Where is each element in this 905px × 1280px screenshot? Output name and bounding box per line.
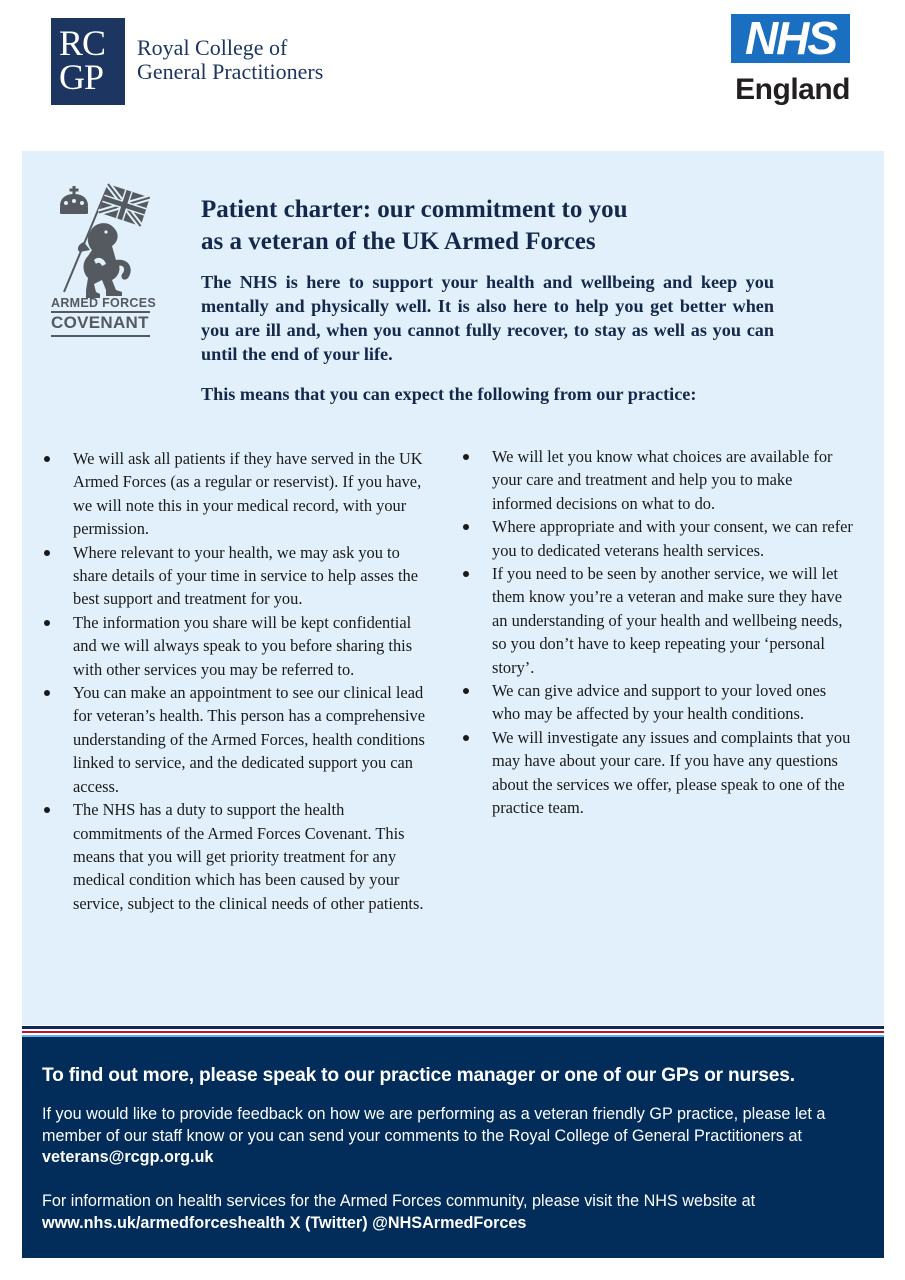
list-item: The information you share will be kept confidential and we will always speak to you before sharing this with other services you may be referred to. — [42, 611, 437, 681]
bullet-icon — [463, 524, 469, 530]
feedback-paragraph: If you would like to provide feedback on how we are performing as a veteran friendly GP practice, please let a member of our staff know or you can send your comments to the Royal College of General Practitioners at veterans@rcgp.org.uk — [42, 1105, 826, 1166]
rcgp-mark-line2: GP — [59, 57, 104, 97]
footer-heading: To find out more, please speak to our practice manager or one of our GPs or nurses. — [42, 1065, 795, 1086]
covenant-underline — [51, 335, 150, 337]
rcgp-mark-line1: RC — [59, 23, 106, 63]
footer-panel — [22, 1037, 884, 1258]
page-title — [201, 194, 781, 258]
expect-heading: This means that you can expect the following from our practice: — [201, 384, 697, 404]
list-item: We will ask all patients if they have served in the UK Armed Forces (as a regular or reservist). If you have, we will note this in your medical record, with your permission. — [42, 447, 437, 541]
rcgp-mark — [51, 18, 125, 105]
info-paragraph: For information on health services for the Armed Forces community, please visit the NHS website at www.nhs.uk/armedforceshealth X (Twitter) @NHSArmedForces — [42, 1192, 756, 1232]
bullet-icon — [44, 690, 50, 696]
nhs-mark: NHS — [731, 14, 850, 63]
list-item: We will let you know what choices are available for your care and treatment and help you to make informed decisions on what to do. — [461, 445, 856, 515]
commitments-list-left — [42, 447, 437, 915]
nhs-england-logo — [731, 14, 850, 107]
list-item: Where appropriate and with your consent, we can refer you to dedicated veterans health services. — [461, 515, 856, 562]
bullet-icon — [44, 456, 50, 462]
list-item: We can give advice and support to your loved ones who may be affected by your health conditions. — [461, 679, 856, 726]
nhs-region: England — [735, 73, 850, 106]
nhs-armed-forces-url-link[interactable]: www.nhs.uk/armedforceshealth — [42, 1213, 286, 1232]
bullet-icon — [463, 688, 469, 694]
list-item: We will investigate any issues and complaints that you may have about your care. If you have any questions about the services we offer, please speak to one of the practice team. — [461, 726, 856, 820]
bullet-icon — [44, 550, 50, 556]
bullet-icon — [44, 620, 50, 626]
bullet-icon — [463, 735, 469, 741]
rcgp-name — [137, 36, 323, 84]
list-item: You can make an appointment to see our clinical lead for veteran’s health. This person has a comprehensive understanding of the Armed Forces, health conditions linked to service, and the dedicated support you can access. — [42, 681, 437, 798]
commitments-list-right — [461, 445, 856, 820]
bullet-icon — [463, 571, 469, 577]
rcgp-name-line1: Royal College of — [137, 34, 288, 60]
rcgp-name-line2: General Practitioners — [137, 58, 324, 84]
twitter-handle-link[interactable]: X (Twitter) @NHSArmedForces — [285, 1213, 527, 1232]
intro-paragraph: The NHS is here to support your health and wellbeing and keep you mentally and physically well. It is also here to help you get better when you are ill and, when you cannot fully recover, to stay as well as you can until the end of your life. — [201, 272, 774, 364]
title-line1: Patient charter: our commitment to you — [201, 196, 628, 223]
list-item: If you need to be seen by another service, we will let them know you’re a veteran and make sure they have an understanding of your health and wellbeing needs, so you don’t have to keep repeating your ‘personal story’. — [461, 562, 856, 679]
bullet-icon — [463, 454, 469, 460]
rcgp-logo — [51, 18, 323, 105]
bullet-icon — [44, 807, 50, 813]
list-item: Where relevant to your health, we may ask you to share details of your time in service to help asses the best support and treatment for you. — [42, 541, 437, 611]
covenant-line1: ARMED FORCES — [51, 296, 156, 310]
list-item: The NHS has a duty to support the health commitments of the Armed Forces Covenant. This means that you will get priority treatment for any medical condition which has been caused by your service, subject to the clinical needs of other patients. — [42, 798, 437, 915]
feedback-email-link[interactable]: veterans@rcgp.org.uk — [42, 1148, 214, 1166]
covenant-line2: COVENANT — [51, 313, 149, 332]
title-line2: as a veteran of the UK Armed Forces — [201, 228, 596, 255]
